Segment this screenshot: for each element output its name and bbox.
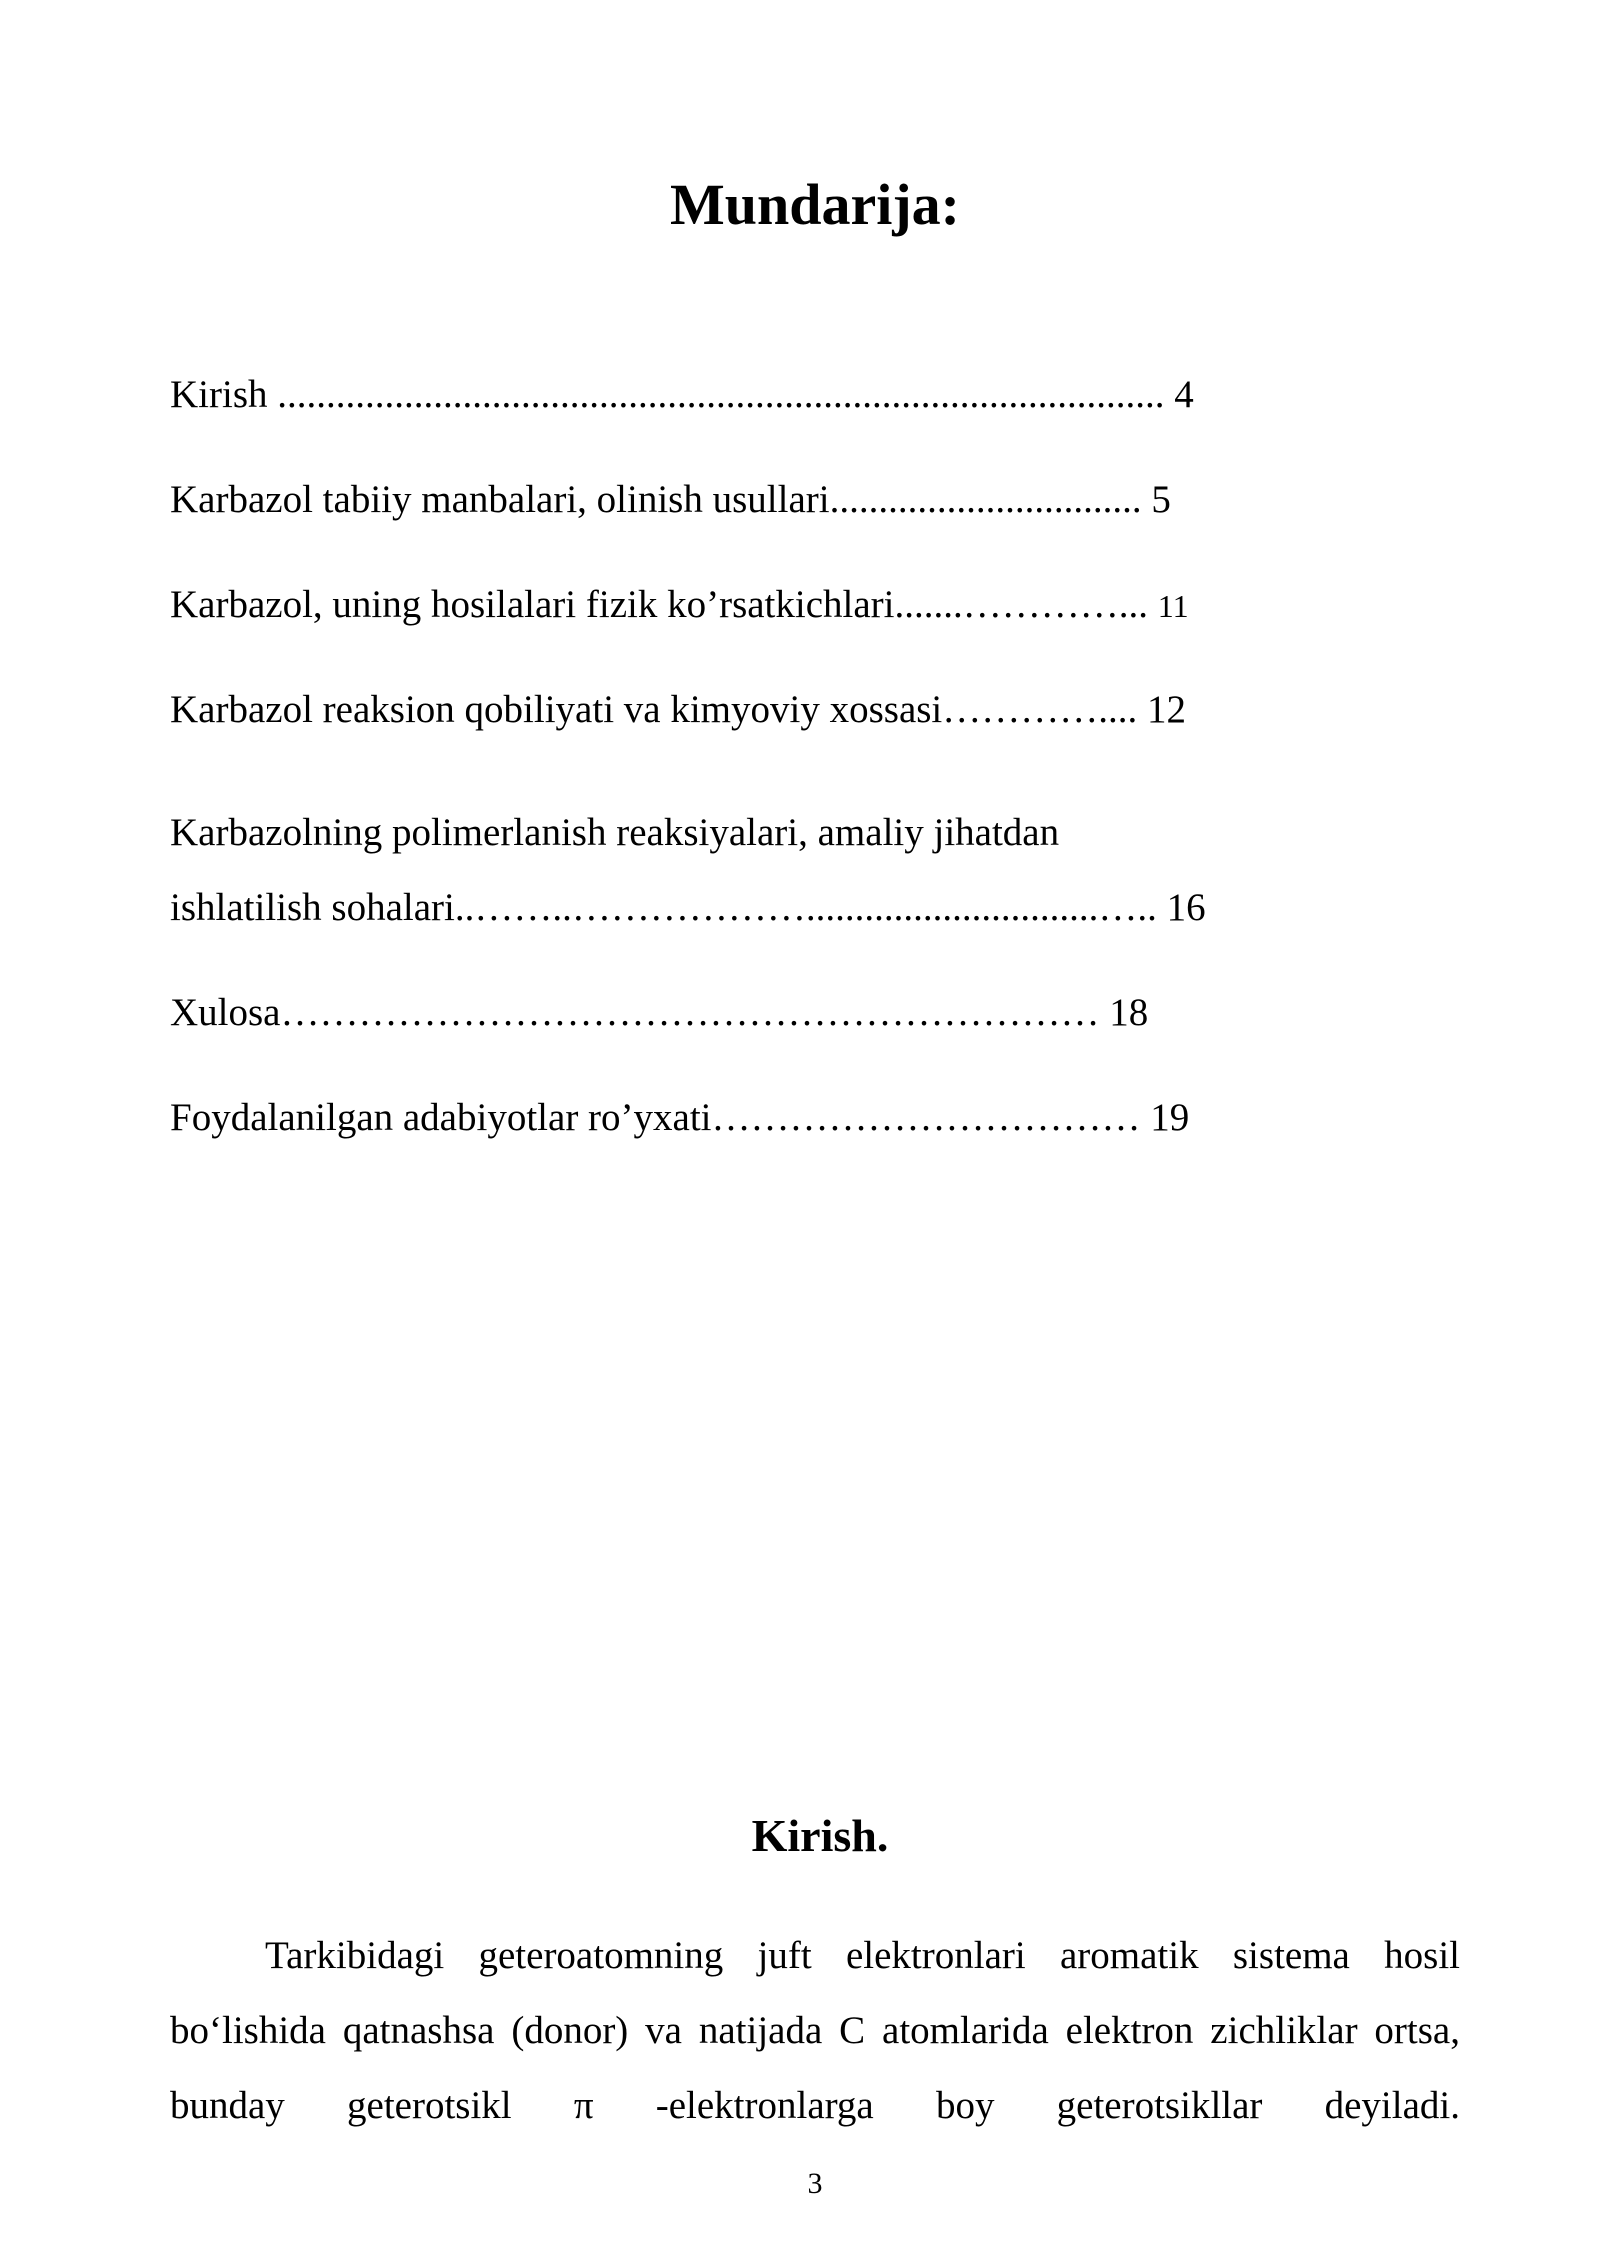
toc-entry-polimerlanish-line1: Karbazolning polimerlanish reaksiyalari, amaliy jihatdan [170,811,1060,854]
toc-entry-fizik-korsatkichlari [170,580,1189,631]
toc-entry-kirish: Kirish ........................................................................................... 4 [170,373,1194,416]
toc-title: Mundarija: [670,172,960,237]
page-number: 3 [807,2167,823,2200]
toc-entry-xulosa: Xulosa……………………………………………………… 18 [170,991,1149,1034]
toc-entry-tabiiy-manbalari: Karbazol tabiiy manbalari, olinish usullari................................ 5 [170,478,1171,521]
section-title: Kirish. [751,1810,889,1861]
toc-entry-reaksion-qobiliyati: Karbazol reaksion qobiliyati va kimyoviy xossasi………….... 12 [170,688,1187,731]
toc-entry-page-number: 11 [1157,588,1189,624]
toc-entry-text: Karbazol, uning hosilalari fizik ko’rsatkichlari.......…………... [170,583,1149,626]
toc-entry-polimerlanish-line2: ishlatilish sohalari..……..………………..............................….. 16 [170,886,1206,929]
toc-entry-adabiyotlar: Foydalanilgan adabiyotlar ro’yxati…………………………… 19 [170,1096,1190,1139]
body-paragraph: Tarkibidagi geteroatomning juft elektronlari aromatik sistema hosil bo‘lishida qatnashsa (donor) va natijada C atomlarida elektron zichliklar ortsa, bunday geterotsikl π -elektronlarga boy geterotsikllar deyiladi. [170,1934,1460,2127]
